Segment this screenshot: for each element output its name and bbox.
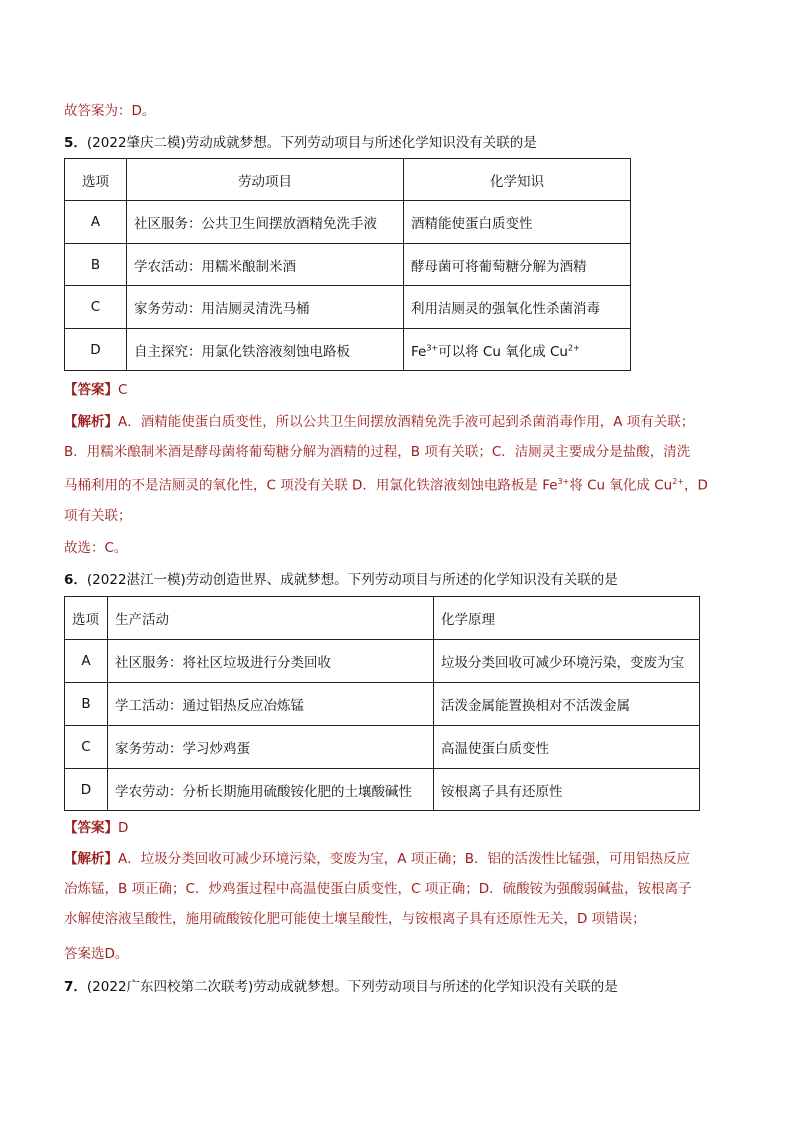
analysis-line: 项有关联； xyxy=(64,507,132,524)
principle-cell: 铵根离子具有还原性 xyxy=(434,769,700,811)
principle-cell: 活泼金属能置换相对不活泼金属 xyxy=(434,683,700,726)
option-cell: D xyxy=(65,329,127,371)
question-6-table xyxy=(64,596,700,811)
question-6 xyxy=(64,570,618,590)
question-5-text: (2022肇庆二模)劳动成就梦想。下列劳动项目与所述化学知识没有关联的是 xyxy=(86,135,537,151)
option-cell: B xyxy=(65,683,108,726)
question-5-number: 5． xyxy=(64,135,87,151)
analysis-line: 【解析】A．酒精能使蛋白质变性，所以公共卫生间摆放酒精免洗手液可起到杀菌消毒作用，A 项有关联； xyxy=(64,414,695,430)
question-7-text: (2022广东四校第二次联考)劳动成就梦想。下列劳动项目与所述的化学知识没有关联的是 xyxy=(86,979,618,995)
header-principle: 化学原理 xyxy=(434,597,700,640)
analysis-line: 马桶利用的不是洁厕灵的氧化性，C 项没有关联 D．用氯化铁溶液刻蚀电路板是 $Fe^{3+}$将 Cu 氧化成 $Cu^{2+}$，D xyxy=(64,477,708,494)
answer-label: 【答案】 xyxy=(64,820,118,836)
question-6-analysis xyxy=(64,844,726,934)
question-5-conclusion: 故选：C。 xyxy=(64,540,128,556)
table-row xyxy=(65,726,700,769)
header-project: 劳动项目 xyxy=(127,159,404,201)
question-6-conclusion: 答案选D。 xyxy=(64,946,129,962)
analysis-label: 【解析】 xyxy=(64,414,118,430)
knowledge-cell: $Fe^{3+}$可以将 Cu 氧化成 $Cu^{2+}$ xyxy=(404,329,631,371)
table-row xyxy=(65,683,700,726)
analysis-label: 【解析】 xyxy=(64,851,118,867)
option-cell: D xyxy=(65,769,108,811)
knowledge-cell: 利用洁厕灵的强氧化性杀菌消毒 xyxy=(404,286,631,329)
table-row xyxy=(65,769,700,811)
table-header-row xyxy=(65,597,700,640)
activity-cell: 学农劳动：分析长期施用硫酸铵化肥的土壤酸碱性 xyxy=(108,769,434,811)
analysis-line: 【解析】A．垃圾分类回收可减少环境污染，变废为宝，A 项正确；B．铝的活泼性比锰强，可用铝热反应 xyxy=(64,851,691,867)
question-5 xyxy=(64,133,537,153)
analysis-line: B．用糯米酿制米酒是酵母菌将葡萄糖分解为酒精的过程，B 项有关联；C．洁厕灵主要成分是盐酸，清洗 xyxy=(64,444,691,460)
table-row xyxy=(65,286,631,329)
option-cell: B xyxy=(65,244,127,286)
project-cell: 自主探究：用氯化铁溶液刻蚀电路板 xyxy=(127,329,404,371)
knowledge-cell: 酵母菌可将葡萄糖分解为酒精 xyxy=(404,244,631,286)
option-cell: C xyxy=(65,726,108,769)
question-5-answer xyxy=(64,380,127,400)
header-activity: 生产活动 xyxy=(108,597,434,640)
project-cell: 学农活动：用糯米酿制米酒 xyxy=(127,244,404,286)
project-cell: 社区服务：公共卫生间摆放酒精免洗手液 xyxy=(127,201,404,244)
option-cell: C xyxy=(65,286,127,329)
question-5-analysis xyxy=(64,407,726,531)
table-row xyxy=(65,244,631,286)
previous-answer-conclusion: 故答案为：D。 xyxy=(64,103,156,119)
activity-cell: 学工活动：通过铝热反应冶炼锰 xyxy=(108,683,434,726)
principle-cell: 垃圾分类回收可减少环境污染，变废为宝 xyxy=(434,640,700,683)
question-7 xyxy=(64,977,618,997)
answer-value: D xyxy=(118,820,129,836)
question-7-number: 7． xyxy=(64,979,87,995)
option-cell: A xyxy=(65,201,127,244)
project-cell: 家务劳动：用洁厕灵清洗马桶 xyxy=(127,286,404,329)
table-row xyxy=(65,640,700,683)
answer-value: C xyxy=(118,382,128,398)
header-option: 选项 xyxy=(65,597,108,640)
option-cell: A xyxy=(65,640,108,683)
analysis-line: 冶炼锰，B 项正确；C．炒鸡蛋过程中高温使蛋白质变性，C 项正确；D．硫酸铵为强酸弱碱盐，铵根离子 xyxy=(64,881,692,897)
header-knowledge: 化学知识 xyxy=(404,159,631,201)
table-header-row xyxy=(65,159,631,201)
table-row xyxy=(65,329,631,371)
question-6-text: (2022湛江一模)劳动创造世界、成就梦想。下列劳动项目与所述的化学知识没有关联的是 xyxy=(86,572,618,588)
header-option: 选项 xyxy=(65,159,127,201)
analysis-line: 水解使溶液呈酸性，施用硫酸铵化肥可能使土壤呈酸性，与铵根离子具有还原性无关，D 项错误； xyxy=(64,911,646,927)
question-6-answer xyxy=(64,818,128,838)
principle-cell: 高温使蛋白质变性 xyxy=(434,726,700,769)
knowledge-cell: 酒精能使蛋白质变性 xyxy=(404,201,631,244)
answer-label: 【答案】 xyxy=(64,382,118,398)
activity-cell: 社区服务：将社区垃圾进行分类回收 xyxy=(108,640,434,683)
table-row xyxy=(65,201,631,244)
question-5-table xyxy=(64,158,631,371)
question-6-number: 6． xyxy=(64,572,87,588)
activity-cell: 家务劳动：学习炒鸡蛋 xyxy=(108,726,434,769)
